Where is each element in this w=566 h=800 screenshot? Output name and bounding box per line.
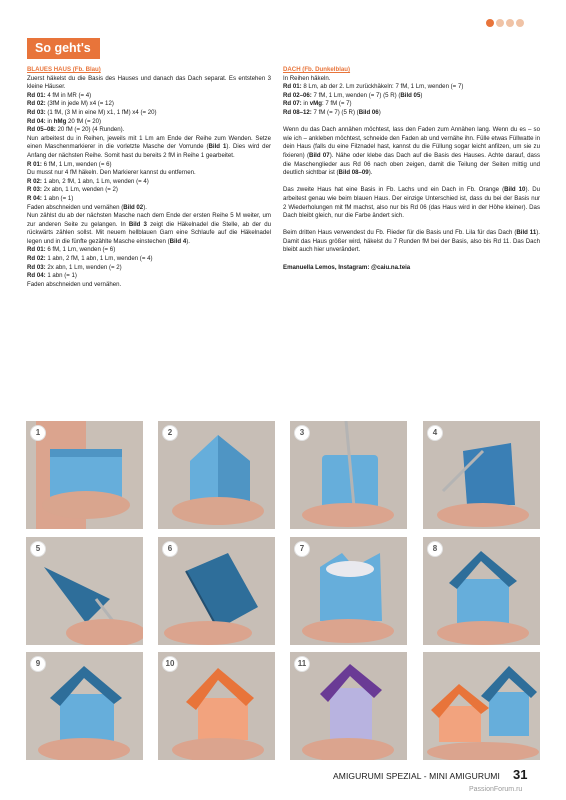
- step-number-badge: 5: [30, 541, 46, 557]
- step-photo-7: [290, 537, 407, 645]
- right-column-paragraph: DACH (Fb. Dunkelblau): [283, 66, 351, 73]
- indicator-dot: [506, 19, 514, 27]
- right-column-paragraph: Emanuella Lemos, Instagram: @caiu.na.teia: [283, 263, 411, 271]
- magazine-footer: AMIGURUMI SPEZIAL - MINI AMIGURUMI: [333, 771, 500, 781]
- left-column-paragraph: Faden abschneiden und vernähen (Bild 02).: [27, 203, 147, 211]
- left-column-paragraph: Nun zählst du ab der nächsten Masche nach dem Ende der ersten Reihe 5 M weiter, um zur anderen Seite zu gelangen. In Bild 3 zeigt die Häkelnadel die Stelle, ab der du rückwärts zählen sollst. Mit neuem hellblauen Garn eine Schlaufe auf die Häkelnadel legen und in die fünfte gezählte Masche einstechen (Bild 4).: [27, 212, 271, 245]
- step-photo-10: [158, 652, 275, 760]
- right-column-paragraph: Das zweite Haus hat eine Basis in Fb. Lachs und ein Dach in Fb. Orange (Bild 10). Du arbeitest genau wie beim blauen Haus. Der einzige Unterschied ist, dass du bei der Basis nur 2 Wiederholungen mit fM machst, also nur bis Rd 06 (das Haus wird in der Höhe kleiner). Das Dach bleibt gleich, nur die Farbe ändert sich.: [283, 186, 541, 220]
- left-column-paragraph: Rd 01: 4 fM in MR (= 4): [27, 91, 92, 99]
- step-number-badge: 10: [162, 656, 178, 672]
- left-column-paragraph: Rd 02: (3fM in jede M) x4 (= 12): [27, 100, 114, 108]
- left-column-paragraph: Faden abschneiden und vernähen.: [27, 280, 122, 288]
- step-number-badge: 8: [427, 541, 443, 557]
- right-column-paragraph: Rd 01: 8 Lm, ab der 2. Lm zurückhäkeln: 7 fM, 1 Lm, wenden (= 7): [283, 83, 464, 91]
- right-column-paragraph: Rd 02–06: 7 fM, 1 Lm, wenden (= 7) (5 R) (Bild 05): [283, 91, 423, 99]
- indicator-dot: [496, 19, 504, 27]
- left-column-paragraph: R 01: 6 fM, 1 Lm, wenden (= 6): [27, 160, 112, 168]
- indicator-dot-active: [486, 19, 494, 27]
- left-column-paragraph: Rd 03: 2x abn, 1 Lm, wenden (= 2): [27, 263, 122, 271]
- step-photo-6: [158, 537, 275, 645]
- step-photo-8: [423, 537, 540, 645]
- indicator-dot: [516, 19, 524, 27]
- left-column-paragraph: Nun arbeitest du in Reihen, jeweils mit 1 Lm am Ende der Reihe zum Wenden. Setze einen Maschenmarkierer in die vorletzte Masche der Vorrunde (Bild 1). Dies wird der Anfang der nächsten Reihe. Somit hast du bereits 2 fM in Reihe 1 gearbeitet.: [27, 134, 271, 159]
- step-number-badge: 6: [162, 541, 178, 557]
- left-column-paragraph: Rd 04: 1 abn (= 1): [27, 272, 77, 280]
- section-indicator: [486, 19, 524, 27]
- left-column-paragraph: Rd 02: 1 abn, 2 fM, 1 abn, 1 Lm, wenden (= 4): [27, 255, 153, 263]
- left-column-paragraph: Rd 05–08: 20 fM (= 20) (4 Runden).: [27, 126, 125, 134]
- right-column-paragraph: Wenn du das Dach annähen möchtest, lass den Faden zum Annähen lang. Wenn du es – so wie ich – ankleben möchtest, schneide den Faden ab und vernähe ihn. Fülle etwas Füllwatte in dein Haus (falls du eine Filznadel hast, kannst du die Füllung sogar leicht anfilzen, um sie zu fixieren) (Bild 07). Nähe oder klebe das Dach auf die Basis des Hauses. Achte darauf, dass die Maschenglieder aus Rd 06 nach oben zeigen, damit die Teilung der Seiten mittig und deutlich sichtbar ist (Bild 08–09).: [283, 126, 540, 177]
- watermark: PassionForum.ru: [469, 786, 523, 793]
- left-column-paragraph: Rd 04: in hMg 20 fM (= 20): [27, 117, 102, 125]
- step-photo-1: [26, 421, 143, 529]
- left-column-paragraph: BLAUES HAUS (Fb. Blau): [27, 66, 101, 73]
- left-column-paragraph: Du musst nur 4 fM häkeln. Den Markierer kannst du entfernen.: [27, 169, 196, 177]
- step-photo-4: [423, 421, 540, 529]
- left-column-paragraph: R 04: 1 abn (= 1): [27, 194, 74, 202]
- instructions-left-column: [27, 66, 271, 289]
- step-photo-11: [290, 652, 407, 760]
- step-number-badge: 7: [294, 541, 310, 557]
- step-number-badge: 2: [162, 425, 178, 441]
- finished-houses-photo: [423, 652, 540, 760]
- step-photo-9: [26, 652, 143, 760]
- right-column-paragraph: Beim dritten Haus verwendest du Fb. Flieder für die Basis und Fb. Lila für das Dach (Bild 11). Damit das Haus größer wird, häkelst du 7 Runden fM bei der Basis, also bis Rd 11. Das Dach bleibt auch hier unverändert.: [283, 229, 540, 254]
- step-photo-2: [158, 421, 275, 529]
- left-column-paragraph: Zuerst häkelst du die Basis des Hauses und danach das Dach separat. Es entstehen 3 kleine Häuser.: [27, 74, 271, 91]
- step-number-badge: 9: [30, 656, 46, 672]
- left-column-paragraph: R 02: 1 abn, 2 fM, 1 abn, 1 Lm, wenden (= 4): [27, 177, 149, 185]
- right-column-paragraph: Rd 07: in vMg: 7 fM (= 7): [283, 100, 352, 108]
- left-column-paragraph: R 03: 2x abn, 1 Lm, wenden (= 2): [27, 186, 118, 194]
- step-photo-5: [26, 537, 143, 645]
- step-number-badge: 1: [30, 425, 46, 441]
- section-banner: So geht's: [27, 38, 100, 59]
- right-column-paragraph: Rd 08–12: 7 fM (= 7) (5 R) (Bild 06): [283, 108, 381, 116]
- step-photo-3: [290, 421, 407, 529]
- page-number: 31: [513, 767, 528, 782]
- step-number-badge: 11: [294, 656, 310, 672]
- step-number-badge: 3: [294, 425, 310, 441]
- left-column-paragraph: Rd 03: (1 fM, (3 M in eine M) x1, 1 fM) x4 (= 20): [27, 108, 157, 116]
- left-column-paragraph: Rd 01: 6 fM, 1 Lm, wenden (= 6): [27, 246, 116, 254]
- step-number-badge: 4: [427, 425, 443, 441]
- right-column-paragraph: In Reihen häkeln.: [283, 74, 331, 82]
- instructions-right-column: [283, 66, 540, 272]
